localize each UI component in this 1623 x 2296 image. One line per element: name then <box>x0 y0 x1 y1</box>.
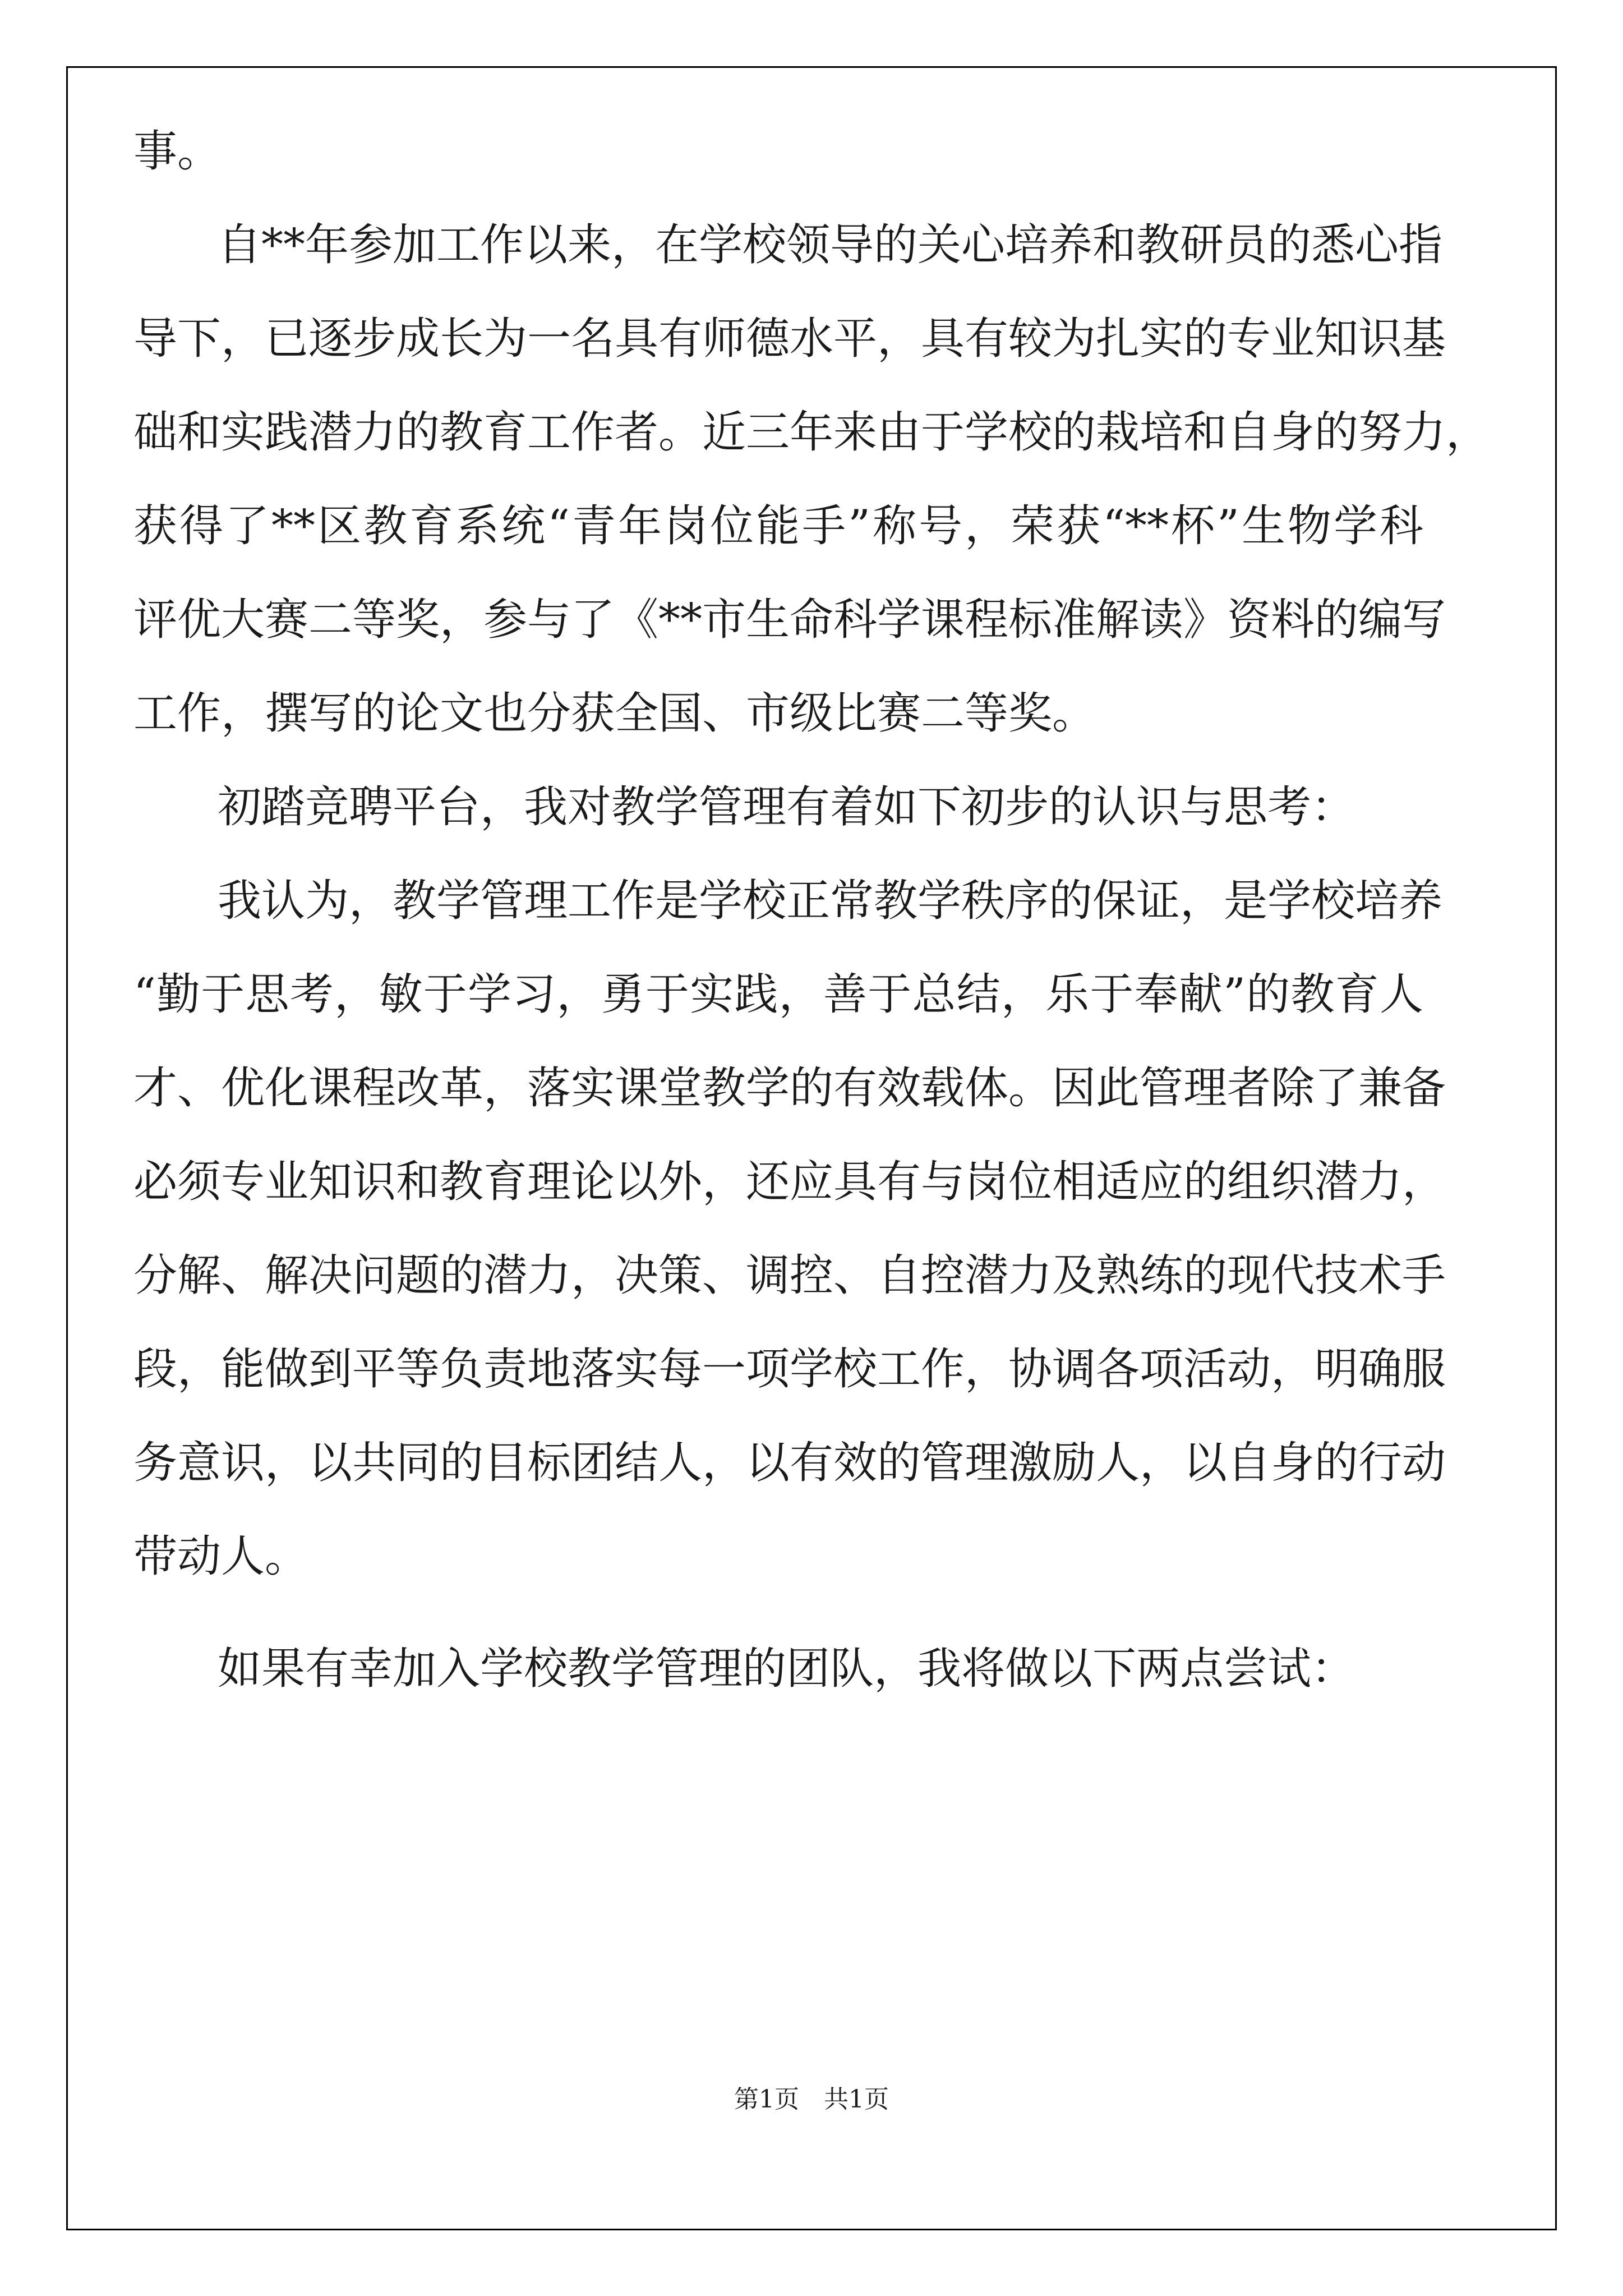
text-line: 获得了**区教育系统“青年岗位能手”称号，荣获“**杯”生物学科 <box>133 501 1423 551</box>
text-line: 带动人。 <box>133 1531 309 1582</box>
text-line: 务意识，以共同的目标团结人，以有效的管理激励人，以自身的行动 <box>133 1438 1446 1488</box>
text-line: 自**年参加工作以来，在学校领导的关心培养和教研员的悉心指 <box>218 220 1443 270</box>
text-line: 工作，撰写的论文也分获全国、市级比赛二等奖。 <box>133 688 1096 739</box>
page-footer: 第1页 共1页 <box>734 2085 889 2114</box>
text-line: 初踏竞聘平台，我对教学管理有着如下初步的认识与思考： <box>218 782 1355 832</box>
text-line: 分解、解决问题的潜力，决策、调控、自控潜力及熟练的现代技术手 <box>133 1250 1446 1301</box>
text-line: “勤于思考，敏于学习，勇于实践，善于总结，乐于奉献”的教育人 <box>133 969 1423 1020</box>
text-line: 我认为，教学管理工作是学校正常教学秩序的保证，是学校培养 <box>218 876 1443 926</box>
text-line: 评优大赛二等奖，参与了《**市生命科学课程标准解读》资料的编写 <box>133 595 1446 645</box>
text-line: 段，能做到平等负责地落实每一项学校工作，协调各项活动，明确服 <box>133 1344 1446 1395</box>
text-line: 事。 <box>133 126 222 177</box>
text-line: 导下，已逐步成长为一名具有师德水平，具有较为扎实的专业知识基 <box>133 314 1446 364</box>
text-line: 必须专业知识和教育理论以外，还应具有与岗位相适应的组织潜力， <box>133 1157 1446 1207</box>
text-line: 才、优化课程改革，落实课堂教学的有效载体。因此管理者除了兼备 <box>133 1063 1446 1114</box>
text-line: 如果有幸加入学校教学管理的团队，我将做以下两点尝试： <box>218 1644 1355 1694</box>
text-line: 础和实践潜力的教育工作者。近三年来由于学校的栽培和自身的努力， <box>133 407 1490 458</box>
